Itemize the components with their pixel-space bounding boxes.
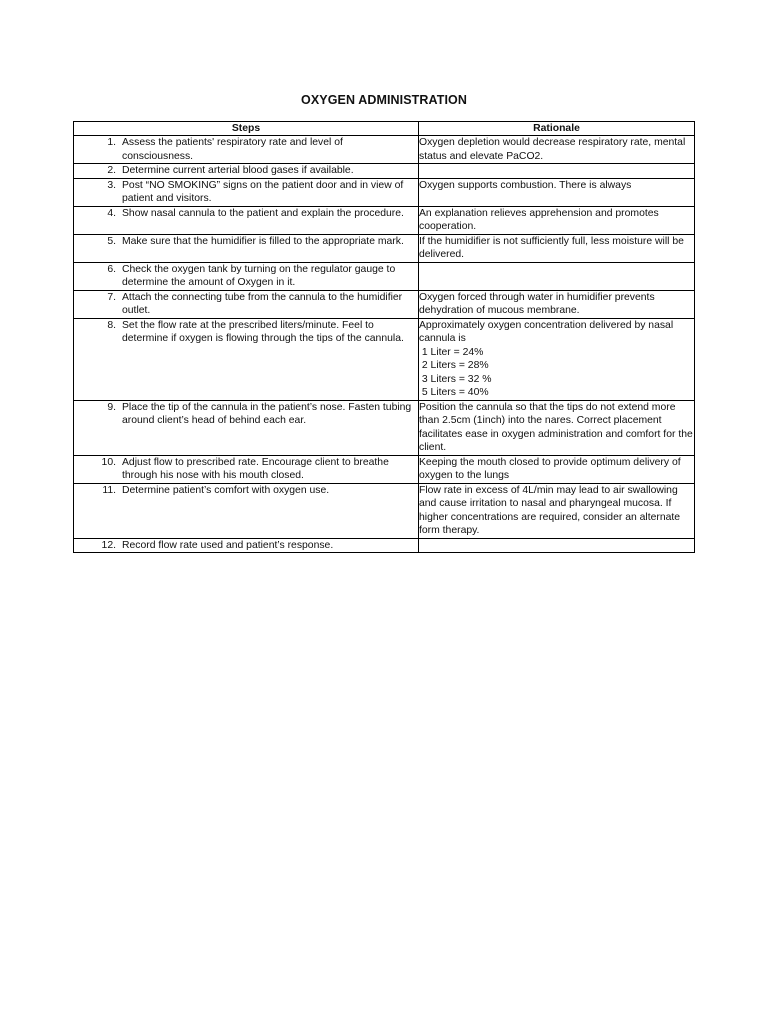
procedure-table — [73, 121, 695, 553]
step-text: Set the flow rate at the prescribed liters/minute. Feel to determine if oxygen is flowing through the tips of the cannula. — [122, 319, 404, 344]
step-cell — [74, 538, 419, 553]
step-item — [74, 319, 418, 346]
step-number: 1. — [107, 137, 116, 148]
table-row — [74, 234, 695, 262]
step-text: Assess the patients' respiratory rate and level of consciousness. — [122, 137, 343, 162]
table-row — [74, 178, 695, 206]
rationale-text: Oxygen supports combustion. There is always — [419, 179, 632, 191]
step-number: 5. — [107, 235, 116, 247]
rationale-cell — [419, 290, 695, 318]
rationale-cell — [419, 164, 695, 179]
page-title: OXYGEN ADMINISTRATION — [301, 93, 467, 107]
step-number: 2. — [107, 165, 116, 176]
rationale-column-header: Rationale — [419, 122, 695, 136]
step-cell — [74, 318, 419, 400]
step-cell — [74, 178, 419, 206]
step-text: Attach the connecting tube from the cannula to the humidifier outlet. — [122, 291, 403, 316]
step-text: Show nasal cannula to the patient and explain the procedure. — [122, 207, 404, 219]
rationale-text: Oxygen depletion would decrease respiratory rate, mental status and elevate PaCO2. — [419, 137, 686, 162]
rationale-cell — [419, 234, 695, 262]
step-text: Determine current arterial blood gases if available. — [122, 165, 354, 176]
step-cell — [74, 455, 419, 483]
step-number: 11. — [102, 484, 116, 496]
step-item — [74, 207, 418, 221]
step-number: 4. — [107, 207, 116, 219]
step-number: 12. — [101, 539, 116, 551]
rationale-cell — [419, 400, 695, 455]
step-cell — [74, 262, 419, 290]
table-row — [74, 483, 695, 538]
rationale-text: Approximately oxygen concentration delivered by nasal cannula is — [419, 319, 674, 344]
table-row — [74, 262, 695, 290]
table-row — [74, 455, 695, 483]
rationale-text: Keeping the mouth closed to provide optimum delivery of oxygen to the lungs — [419, 456, 681, 481]
rationale-concentration-line: 5 Liters = 40% — [419, 387, 489, 398]
rationale-cell — [419, 136, 695, 164]
step-cell — [74, 400, 419, 455]
step-number: 8. — [107, 319, 116, 331]
table-row — [74, 318, 695, 400]
rationale-text: An explanation relieves apprehension and promotes cooperation. — [419, 207, 659, 232]
rationale-cell — [419, 538, 695, 553]
rationale-cell — [419, 455, 695, 483]
rationale-concentration-line: 2 Liters = 28% — [419, 360, 489, 371]
step-number: 7. — [107, 291, 116, 303]
rationale-text: Position the cannula so that the tips do not extend more than 2.5cm (1inch) into the nares. Correct placement facilitates ease in oxygen administration and comfort for the client. — [419, 401, 693, 453]
step-text: Check the oxygen tank by turning on the regulator gauge to determine the amount of Oxygen in it. — [122, 263, 396, 288]
step-item — [74, 401, 418, 428]
step-cell — [74, 206, 419, 234]
table-body — [74, 136, 695, 553]
step-text: Record flow rate used and patient’s response. — [122, 539, 334, 551]
rationale-text: Flow rate in excess of 4L/min may lead to air swallowing and cause irritation to nasal and pharyngeal mucosa. If higher concentrations are required, consider an alternate form therapy. — [419, 484, 681, 536]
step-cell — [74, 290, 419, 318]
step-text: Adjust flow to prescribed rate. Encourage client to breathe through his nose with his mouth closed. — [122, 456, 389, 481]
rationale-cell — [419, 178, 695, 206]
step-item — [74, 456, 418, 483]
rationale-cell — [419, 318, 695, 400]
step-cell — [74, 136, 419, 164]
step-item — [74, 484, 418, 498]
table-row — [74, 136, 695, 164]
table-row — [74, 538, 695, 553]
step-item — [74, 291, 418, 318]
rationale-cell — [419, 262, 695, 290]
rationale-text: If the humidifier is not sufficiently full, less moisture will be delivered. — [419, 235, 684, 260]
rationale-concentration-line: 1 Liter = 24% — [419, 346, 484, 358]
step-cell — [74, 483, 419, 538]
rationale-cell — [419, 206, 695, 234]
step-text: Post “NO SMOKING” signs on the patient door and in view of patient and visitors. — [122, 179, 404, 204]
step-item — [74, 263, 418, 290]
step-number: 3. — [107, 179, 116, 191]
step-text: Determine patient’s comfort with oxygen use. — [122, 484, 330, 496]
step-text: Make sure that the humidifier is filled to the appropriate mark. — [122, 235, 404, 247]
step-cell — [74, 234, 419, 262]
step-text: Place the tip of the cannula in the patient’s nose. Fasten tubing around client’s head of behind each ear. — [122, 401, 412, 426]
rationale-concentration-line: 3 Liters = 32 % — [419, 373, 492, 385]
table-row — [74, 290, 695, 318]
step-cell — [74, 164, 419, 179]
table-row — [74, 206, 695, 234]
step-item — [74, 539, 418, 553]
step-item — [74, 136, 418, 163]
rationale-text: Oxygen forced through water in humidifier prevents dehydration of mucous membrane. — [419, 291, 655, 316]
step-number: 9. — [107, 401, 116, 413]
rationale-cell — [419, 483, 695, 538]
table-row — [74, 400, 695, 455]
step-number: 6. — [107, 263, 116, 275]
table-row — [74, 164, 695, 179]
step-item — [74, 164, 418, 178]
table-header-row — [74, 122, 695, 136]
step-number: 10. — [101, 456, 116, 468]
step-item — [74, 235, 418, 249]
step-item — [74, 179, 418, 206]
steps-column-header: Steps — [74, 122, 419, 136]
